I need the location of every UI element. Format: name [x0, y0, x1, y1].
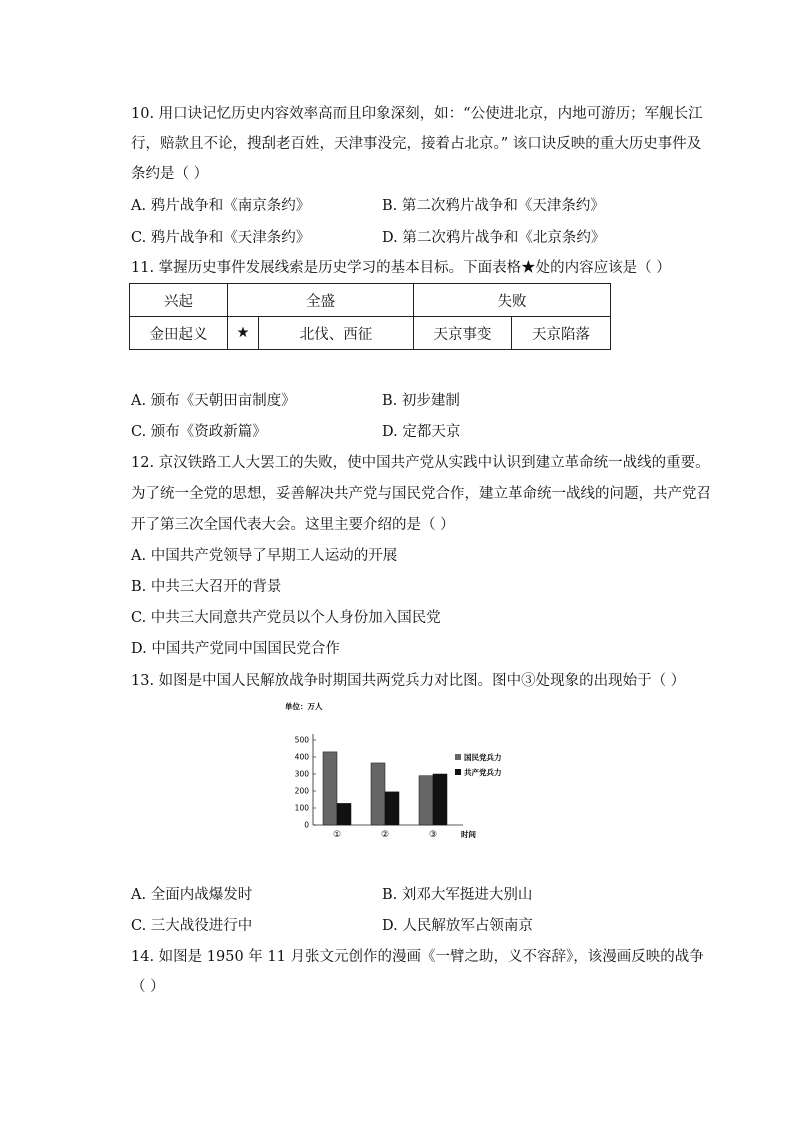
q10-option-d[interactable]: D. 第二次鸦片战争和《北京条约》 — [382, 230, 606, 246]
header-rise: 兴起 — [130, 284, 228, 317]
cell-tianjing-incident: 天京事变 — [414, 317, 512, 350]
q12-option-b[interactable]: B. 中共三大召开的背景 — [131, 579, 282, 595]
q11-option-c[interactable]: C. 颁布《资政新篇》 — [131, 424, 267, 440]
q10-option-a[interactable]: A. 鸦片战争和《南京条约》 — [131, 198, 311, 214]
legend-swatch — [455, 769, 461, 775]
bar-kmt-1 — [323, 752, 337, 825]
y-axis-unit-label: 单位：万人 — [285, 702, 323, 711]
troop-strength-bar-chart — [283, 700, 513, 850]
x-axis-label: 时间 — [461, 830, 476, 839]
y-tick-label: 400 — [294, 752, 309, 762]
cell-star: ★ — [228, 317, 259, 350]
y-tick-label: 0 — [304, 820, 309, 830]
x-tick-label: ② — [380, 830, 390, 840]
bar-cpc-1 — [337, 803, 351, 825]
q10-stem-line-1: 10. 用口诀记忆历史内容效率高而且印象深刻，如：“公使进北京，内地可游历；军舰长江 — [131, 106, 703, 122]
cell-tianjing-fall: 天京陷落 — [512, 317, 611, 350]
q13-option-c[interactable]: C. 三大战役进行中 — [131, 918, 253, 934]
bar-kmt-2 — [371, 763, 385, 825]
header-peak: 全盛 — [228, 284, 414, 317]
y-tick-label: 200 — [294, 786, 309, 796]
q11-option-a[interactable]: A. 颁布《天朝田亩制度》 — [131, 393, 296, 409]
x-tick-label: ① — [332, 830, 342, 840]
q11-option-d[interactable]: D. 定都天京 — [382, 424, 461, 440]
legend-swatch — [455, 754, 461, 760]
cell-jintian-uprising: 金田起义 — [130, 317, 228, 350]
q10-stem-line-3: 条约是（ ） — [131, 166, 209, 182]
bar-cpc-3 — [433, 774, 447, 825]
q12-option-c[interactable]: C. 中共三大同意共产党员以个人身份加入国民党 — [131, 610, 441, 626]
x-tick-label: ③ — [428, 830, 438, 840]
q12-option-d[interactable]: D. 中国共产党同中国国民党合作 — [131, 641, 340, 657]
header-fall: 失败 — [414, 284, 611, 317]
q12-option-a[interactable]: A. 中国共产党领导了早期工人运动的开展 — [131, 548, 398, 564]
legend-label: 国民党兵力 — [464, 753, 502, 762]
table-row — [130, 317, 611, 350]
q11-stem: 11. 掌握历史事件发展线索是历史学习的基本目标。下面表格★处的内容应该是（ ） — [131, 260, 671, 276]
q13-option-b[interactable]: B. 刘邓大军挺进大别山 — [382, 887, 533, 903]
y-tick-label: 100 — [294, 803, 309, 813]
q10-stem-line-2: 行，赔款且不论，搜刮老百姓，天津事没完，接着占北京。” 该口诀反映的重大历史事件及 — [131, 136, 702, 152]
q12-stem-line-1: 12. 京汉铁路工人大罢工的失败，使中国共产党从实践中认识到建立革命统一战线的重要。 — [131, 455, 710, 471]
q13-option-d[interactable]: D. 人民解放军占领南京 — [382, 918, 533, 934]
bar-kmt-3 — [419, 776, 433, 825]
cell-northern-western-expedition: 北伐、西征 — [259, 317, 414, 350]
q14-stem-line-2: （ ） — [131, 979, 165, 995]
q13-stem: 13. 如图是中国人民解放战争时期国共两党兵力对比图。图中③处现象的出现始于（ ） — [131, 673, 686, 689]
y-tick-label: 500 — [294, 735, 309, 745]
table-header-row — [130, 284, 611, 317]
q12-stem-line-2: 为了统一全党的思想，妥善解决共产党与国民党合作，建立革命统一战线的问题，共产党召 — [131, 486, 711, 502]
q10-option-c[interactable]: C. 鸦片战争和《天津条约》 — [131, 230, 311, 246]
bar-cpc-2 — [385, 792, 399, 825]
q11-option-b[interactable]: B. 初步建制 — [382, 393, 460, 409]
y-tick-label: 300 — [294, 769, 309, 779]
legend-label: 共产党兵力 — [464, 768, 502, 777]
q13-option-a[interactable]: A. 全面内战爆发时 — [131, 887, 253, 903]
taiping-timeline-table — [129, 283, 611, 350]
q14-stem-line-1: 14. 如图是 1950 年 11 月张文元创作的漫画《一臂之助，义不容辞》，该漫画反映的战争 — [131, 949, 704, 965]
q10-option-b[interactable]: B. 第二次鸦片战争和《天津条约》 — [382, 198, 605, 214]
q12-stem-line-3: 开了第三次全国代表大会。这里主要介绍的是（ ） — [131, 517, 455, 533]
